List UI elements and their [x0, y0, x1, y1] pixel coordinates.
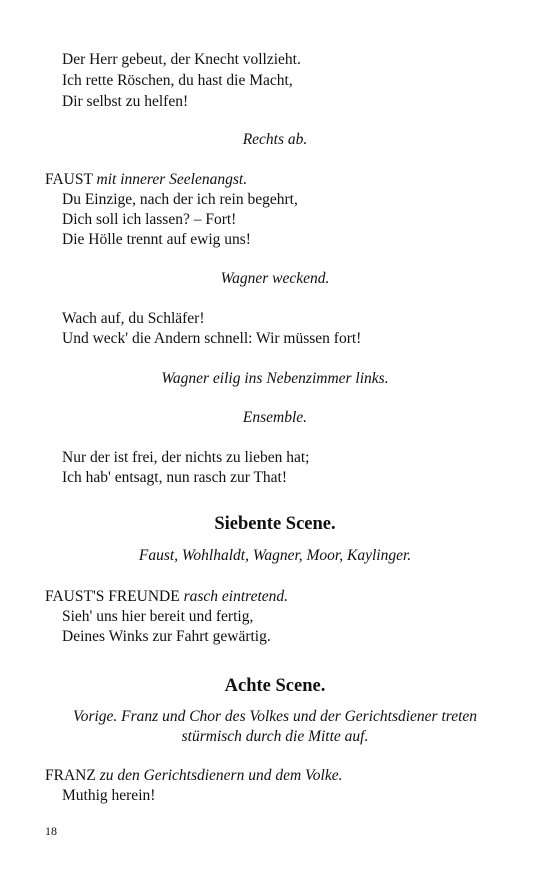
speaker-name: FAUST: [45, 171, 93, 188]
verse-line: Nur der ist frei, der nichts zu lieben hat;: [62, 449, 310, 466]
scene-cast: stürmisch durch die Mitte auf.: [181, 728, 369, 745]
speaker-line: [45, 170, 247, 190]
verse-line: Wach auf, du Schläfer!: [62, 310, 205, 327]
verse-line: Dir selbst zu helfen!: [62, 93, 189, 110]
verse-line: Dich soll ich lassen? – Fort!: [62, 211, 237, 228]
verse-line: Der Herr gebeut, der Knecht vollzieht.: [62, 51, 301, 68]
speaker-direction: zu den Gerichtsdienern und dem Volke.: [99, 767, 343, 784]
verse-line: Muthig herein!: [62, 787, 156, 804]
verse-line: Die Hölle trennt auf ewig uns!: [62, 231, 251, 248]
verse-line: Du Einzige, nach der ich rein begehrt,: [62, 191, 298, 208]
scene-cast: Faust, Wohlhaldt, Wagner, Moor, Kaylinger.: [138, 547, 412, 564]
speaker-direction: mit innerer Seelenangst.: [96, 171, 248, 188]
page-number: 18: [45, 824, 57, 838]
speaker-line: [45, 587, 288, 607]
verse-line: Sieh' uns hier bereit und fertig,: [62, 608, 254, 625]
verse-line: Ich hab' entsagt, nun rasch zur That!: [62, 469, 288, 486]
verse-line: Und weck' die Andern schnell: Wir müssen fort!: [62, 330, 362, 347]
scene-heading: Achte Scene.: [224, 676, 326, 696]
stage-direction: Rechts ab.: [242, 131, 308, 148]
stage-direction: Wagner eilig ins Nebenzimmer links.: [161, 370, 389, 387]
verse-line: Deines Winks zur Fahrt gewärtig.: [62, 628, 271, 645]
speaker-direction: rasch eintretend.: [183, 588, 289, 605]
stage-direction: Wagner weckend.: [220, 270, 330, 287]
scene-cast: Vorige. Franz und Chor des Volkes und der Gerichtsdiener treten: [72, 708, 478, 725]
speaker-line: [45, 766, 342, 786]
verse-line: Ich rette Röschen, du hast die Macht,: [62, 72, 293, 89]
speaker-name: FRANZ: [45, 767, 96, 784]
stage-direction: Ensemble.: [242, 409, 308, 426]
speaker-name: FAUST'S FREUNDE: [45, 588, 180, 605]
scene-heading: Siebente Scene.: [214, 514, 336, 534]
